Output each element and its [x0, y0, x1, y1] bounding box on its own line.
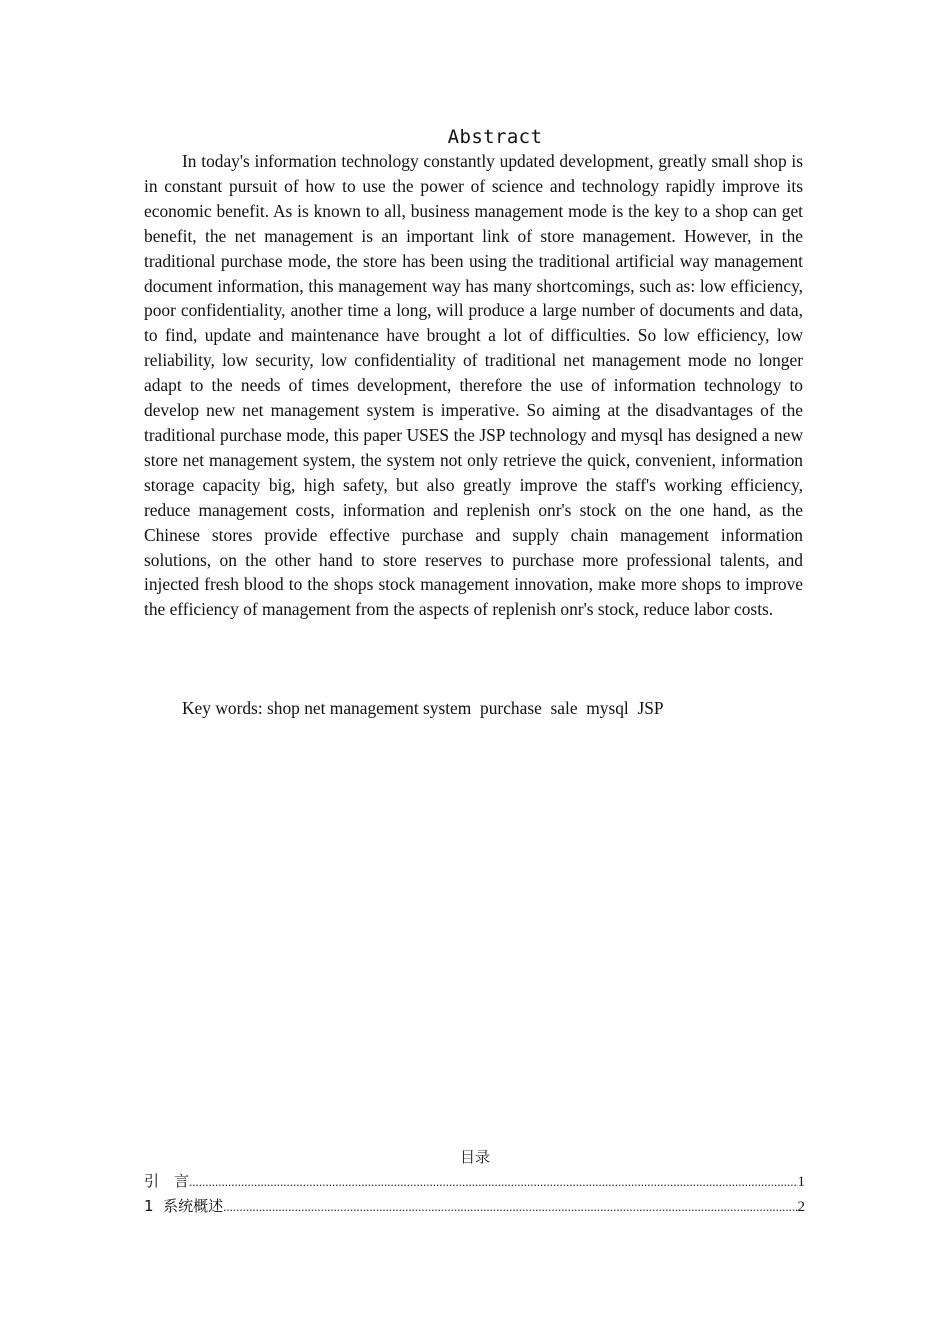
toc-entry-label: 引 言 [144, 1172, 190, 1190]
keywords-line: Key words: shop net management system purchase sale mysql JSP [182, 698, 664, 718]
toc-entry-introduction[interactable] [144, 1170, 805, 1192]
toc-dot-leader [223, 1196, 797, 1218]
abstract-body: In today's information technology constantly updated development, greatly small shop is in constant pursuit of how to use the power of science and technology rapidly improve its economic benefit. As is known to all, business management mode is the key to a shop can get benefit, the net management is an important link of store management. However, in the traditional purchase mode, the store has been using the traditional artificial way management document information, this management way has many shortcomings, such as: low efficiency, poor confidentiality, another time a long, will produce a large number of documents and data, to find, update and maintenance have brought a lot of difficulties. So low efficiency, low reliability, low security, low confidentiality of traditional net management mode no longer adapt to the needs of times development, therefore the use of information technology to develop new net management system is imperative. So aiming at the disadvantages of the traditional purchase mode, this paper USES the JSP technology and mysql has designed a new store net management system, the system not only retrieve the quick, convenient, information storage capacity big, high safety, but also greatly improve the staff's working efficiency, reduce management costs, information and replenish onr's stock on the one hand, as the Chinese stores provide effective purchase and supply chain management information solutions, on the other hand to store reserves to purchase more professional talents, and injected fresh blood to the shops stock management innovation, make more shops to improve the efficiency of management from the aspects of replenish onr's stock, reduce labor costs. [144, 151, 803, 620]
toc-entry-page: 1 [797, 1174, 805, 1190]
toc-dot-leader [189, 1171, 797, 1193]
toc-entry-label: 1 系统概述 [144, 1197, 224, 1215]
abstract-title: Abstract [447, 126, 543, 148]
toc-entry-page: 2 [797, 1199, 805, 1215]
toc-entry-system-overview[interactable] [144, 1195, 805, 1217]
toc-title: 目录 [459, 1148, 490, 1166]
